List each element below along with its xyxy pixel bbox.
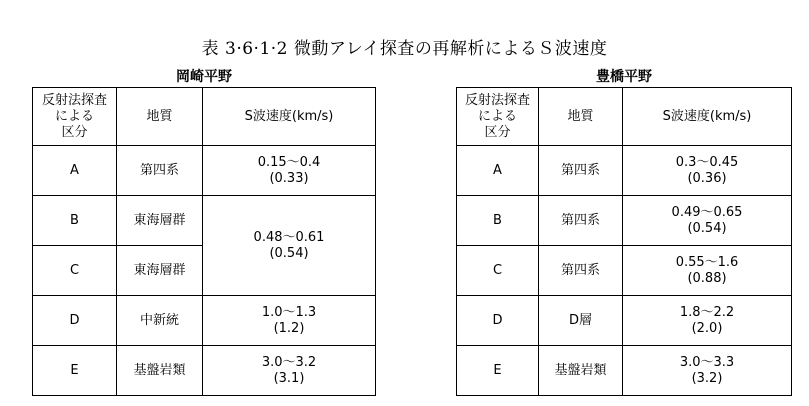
header-geology: 地質 bbox=[539, 88, 623, 146]
toyohashi-velocity-table bbox=[456, 87, 792, 396]
velocity-range: 0.48～0.61 bbox=[253, 229, 325, 245]
toyohashi-section bbox=[456, 67, 792, 396]
velocity-mean: (0.54) bbox=[687, 220, 727, 236]
toyohashi-title: 豊橋平野 bbox=[596, 69, 652, 85]
geology-cell: 東海層群 bbox=[117, 246, 203, 296]
okazaki-velocity-table bbox=[32, 87, 376, 396]
table-caption: 表 3·6·1·2 微動アレイ探査の再解析によるＳ波速度 bbox=[201, 39, 608, 59]
velocity-mean: (2.0) bbox=[691, 320, 723, 336]
table-row bbox=[457, 146, 792, 196]
zone-code: C bbox=[457, 246, 539, 296]
velocity-range: 1.8～2.2 bbox=[679, 304, 735, 320]
geology-cell: 東海層群 bbox=[117, 196, 203, 246]
geology-cell: 第四系 bbox=[539, 196, 623, 246]
velocity-mean: (0.88) bbox=[687, 270, 727, 286]
velocity-cell bbox=[623, 296, 792, 346]
table-header-row bbox=[457, 88, 792, 146]
header-method-line: 区分 bbox=[484, 124, 511, 140]
velocity-mean: (0.54) bbox=[269, 245, 309, 261]
geology-cell: 中新統 bbox=[117, 296, 203, 346]
zone-code: A bbox=[33, 146, 117, 196]
velocity-range: 1.0～1.3 bbox=[261, 304, 317, 320]
header-velocity: S波速度(km/s) bbox=[203, 88, 376, 146]
velocity-range: 0.55～1.6 bbox=[675, 254, 739, 270]
geology-cell: 第四系 bbox=[539, 146, 623, 196]
header-velocity: S波速度(km/s) bbox=[623, 88, 792, 146]
velocity-mean: (3.1) bbox=[273, 370, 305, 386]
zone-code: D bbox=[33, 296, 117, 346]
header-method bbox=[457, 88, 539, 146]
header-method-line: 反射法探査 bbox=[41, 92, 107, 108]
zone-code: C bbox=[33, 246, 117, 296]
table-row bbox=[457, 196, 792, 246]
table-header-row bbox=[33, 88, 376, 146]
velocity-cell bbox=[623, 346, 792, 396]
okazaki-section bbox=[32, 67, 376, 396]
geology-cell: 基盤岩類 bbox=[539, 346, 623, 396]
velocity-cell bbox=[203, 346, 376, 396]
header-method-line: による bbox=[54, 108, 94, 124]
velocity-range: 3.0～3.3 bbox=[679, 354, 735, 370]
velocity-range: 0.3～0.45 bbox=[675, 154, 739, 170]
table-row bbox=[33, 296, 376, 346]
velocity-range: 0.15～0.4 bbox=[257, 154, 321, 170]
geology-cell: 基盤岩類 bbox=[117, 346, 203, 396]
zone-code: B bbox=[457, 196, 539, 246]
table-row bbox=[33, 346, 376, 396]
header-method-line: 区分 bbox=[61, 124, 88, 140]
zone-code: B bbox=[33, 196, 117, 246]
zone-code: A bbox=[457, 146, 539, 196]
table-row bbox=[457, 246, 792, 296]
velocity-cell bbox=[203, 296, 376, 346]
zone-code: D bbox=[457, 296, 539, 346]
header-method-line: による bbox=[477, 108, 517, 124]
geology-cell: 第四系 bbox=[539, 246, 623, 296]
velocity-cell bbox=[623, 196, 792, 246]
header-method-line: 反射法探査 bbox=[464, 92, 530, 108]
table-row bbox=[33, 196, 376, 246]
velocity-range: 0.49～0.65 bbox=[671, 204, 743, 220]
velocity-mean: (3.2) bbox=[691, 370, 723, 386]
table-row bbox=[457, 296, 792, 346]
geology-cell: 第四系 bbox=[117, 146, 203, 196]
table-row bbox=[33, 146, 376, 196]
table-row bbox=[457, 346, 792, 396]
velocity-cell bbox=[623, 146, 792, 196]
velocity-cell bbox=[623, 246, 792, 296]
velocity-mean: (0.36) bbox=[687, 170, 727, 186]
header-method bbox=[33, 88, 117, 146]
velocity-mean: (1.2) bbox=[273, 320, 305, 336]
zone-code: E bbox=[457, 346, 539, 396]
velocity-cell bbox=[203, 146, 376, 196]
geology-cell: D層 bbox=[539, 296, 623, 346]
okazaki-title: 岡崎平野 bbox=[176, 69, 232, 85]
velocity-range: 3.0～3.2 bbox=[261, 354, 317, 370]
header-geology: 地質 bbox=[117, 88, 203, 146]
zone-code: E bbox=[33, 346, 117, 396]
velocity-mean: (0.33) bbox=[269, 170, 309, 186]
velocity-cell bbox=[203, 196, 376, 296]
